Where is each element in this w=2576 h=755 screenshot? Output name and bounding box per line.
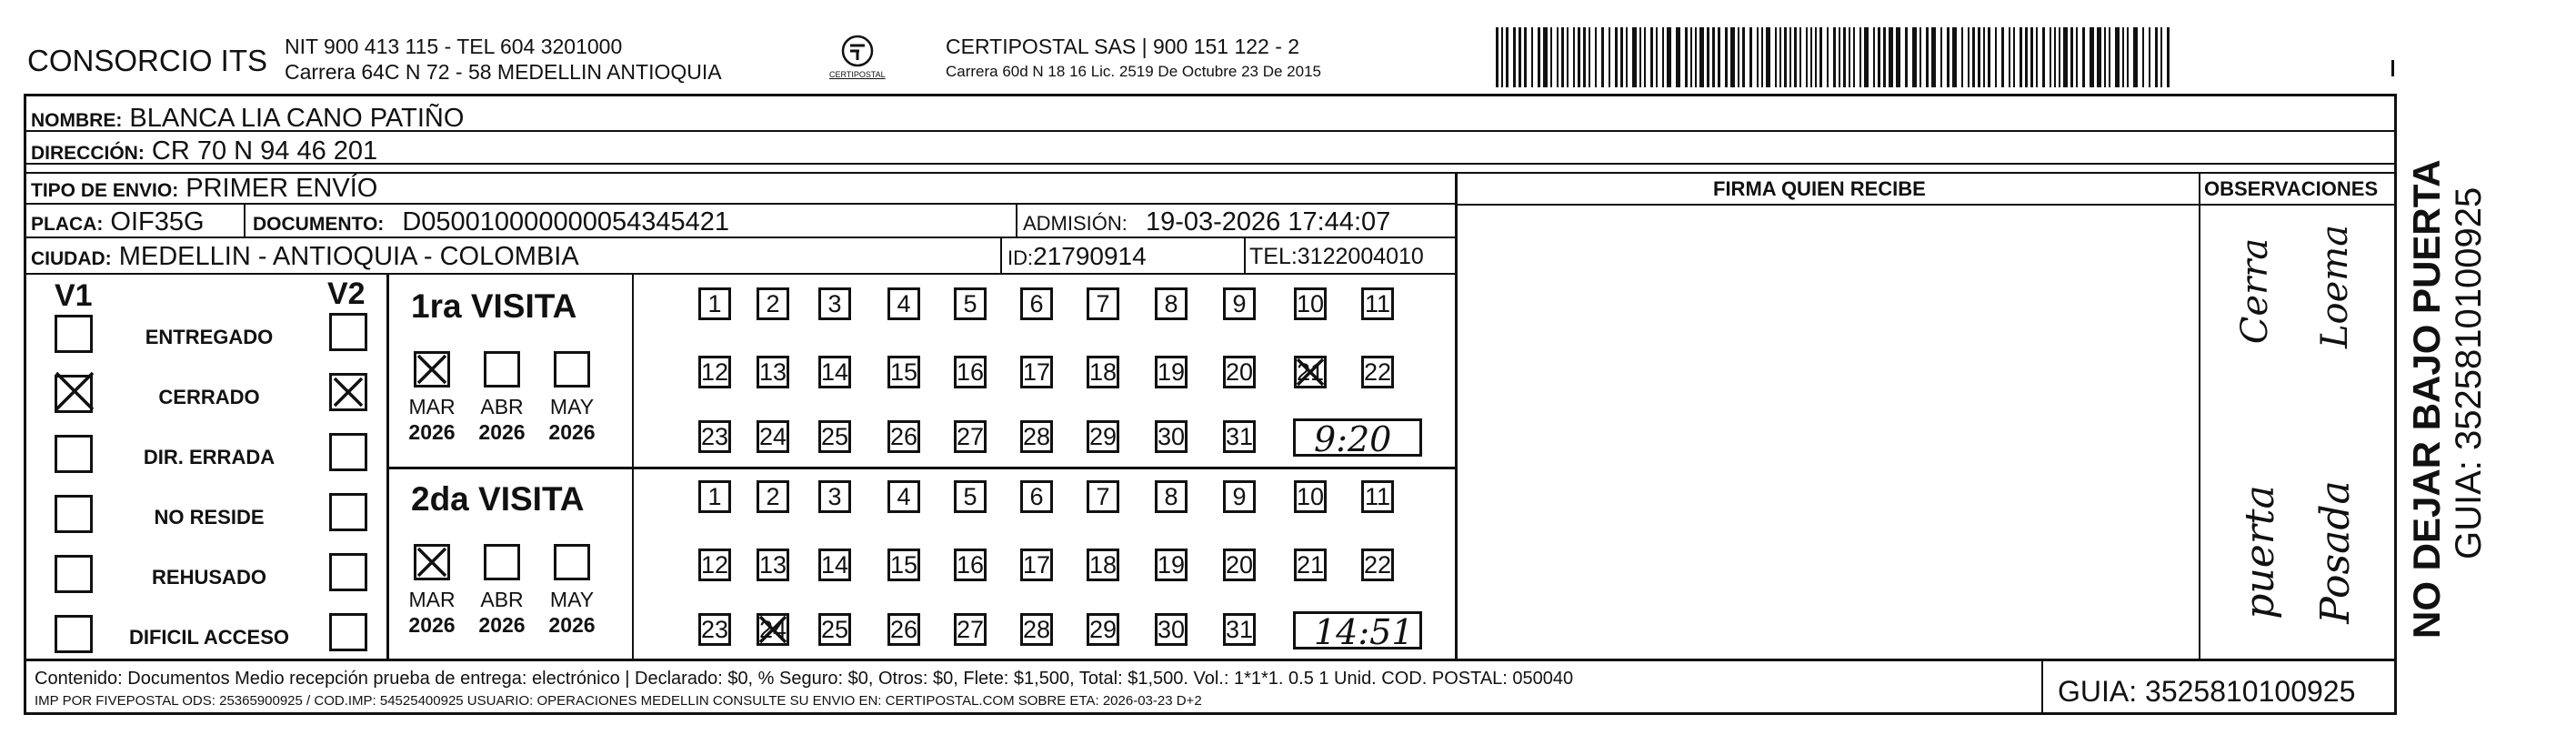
day-box[interactable]: 13 [757,549,789,581]
barcode-bar [1794,27,1797,87]
day-box[interactable]: 1 [698,287,731,320]
year-label: 2026 [548,613,596,637]
barcode-bar [2133,27,2138,87]
visit-title: 1ra VISITA [411,287,577,325]
barcode-bar [1707,27,1709,87]
footer-guia: GUIA: 3525810100925 [2058,675,2356,708]
nombre-value: BLANCA LIA CANO PATIÑO [129,104,465,133]
day-box[interactable]: 1 [698,480,731,513]
day-box[interactable]: 19 [1155,549,1188,581]
barcode-bar [1988,27,1990,87]
barcode-bar [1896,27,1900,87]
day-box[interactable]: 20 [1223,549,1256,581]
day-box[interactable]: 25 [818,420,851,453]
status-label: DIR. ERRADA [143,446,276,468]
id-label: ID: [1007,247,1034,269]
id-value: 21790914 [1033,242,1147,270]
tel-label: TEL: [1249,244,1298,269]
day-box[interactable]: 23 [698,420,731,453]
barcode-bar [1784,27,1787,87]
v2-checkbox[interactable] [329,613,367,651]
day-box[interactable]: 18 [1087,356,1119,388]
barcode-bar [1561,27,1564,87]
barcode-bar [1685,27,1688,87]
placa-value: OIF35G [110,207,205,237]
status-label: REHUSADO [152,566,266,589]
company-address: Carrera 64C N 72 - 58 MEDELLIN ANTIOQUIA [285,60,722,84]
barcode-bar [1725,27,1728,87]
corner-mark [2391,60,2394,76]
barcode-bar [2155,27,2158,87]
firma-header: FIRMA QUIEN RECIBE [1713,177,1926,200]
certipostal-line1: CERTIPOSTAL SAS | 900 151 122 - 2 [946,35,1300,58]
barcode-bar [2082,27,2085,87]
month-label: MAY [549,395,595,418]
barcode-bar [1843,27,1846,87]
day-box[interactable]: 12 [698,549,731,581]
v1-checkbox[interactable] [55,495,93,533]
v2-checkbox[interactable] [329,493,367,531]
day-box[interactable]: 17 [1020,549,1053,581]
barcode-bar [1931,27,1936,87]
barcode-bar [1912,27,1917,87]
day-box[interactable]: 24 [757,420,789,453]
barcode-bar [2097,27,2101,87]
day-box[interactable]: 31 [1223,613,1256,646]
barcode-bar [1695,27,1697,87]
barcode-bar [2050,27,2051,87]
day-box[interactable]: 31 [1223,420,1256,453]
v2-checkbox[interactable] [329,433,367,471]
day-box[interactable]: 7 [1087,480,1119,513]
barcode-bar [1626,27,1628,87]
barcode-bar [1524,27,1527,87]
day-box[interactable]: 7 [1087,287,1119,320]
day-box[interactable]: 18 [1087,549,1119,581]
day-box[interactable]: 28 [1020,613,1053,646]
day-box[interactable]: 23 [698,613,731,646]
day-box[interactable]: 27 [954,613,987,646]
barcode-bar [1810,27,1812,87]
visit-time: 9:20 [1314,419,1392,459]
logo-icon [817,33,898,87]
tipo-label: TIPO DE ENVIO: [31,180,179,201]
x-mark-icon [757,613,789,646]
v2-checkbox[interactable] [329,553,367,591]
barcode-bar [1815,27,1817,87]
day-box[interactable]: 10 [1294,287,1327,320]
barcode-bar [1595,27,1597,87]
visit-time: 14:51 [1314,612,1414,652]
barcode-bar [1506,27,1509,87]
barcode-bar [2054,27,2056,87]
barcode-bar [1644,27,1646,87]
barcode-bar [1883,27,1886,87]
barcode-bar [1849,27,1850,87]
barcode-bar [1699,27,1704,87]
day-box[interactable]: 14 [818,549,851,581]
barcode-bar [1615,27,1618,87]
side-guia: GUIA: 3525810100925 [2449,186,2489,559]
frame-right [2394,94,2397,715]
day-box[interactable]: 4 [887,480,920,513]
v1-label: V1 [55,278,93,313]
month-checkbox[interactable] [484,351,520,388]
barcode-bar [1961,27,1963,87]
barcode-bar [1742,27,1745,87]
barcode-bar [1873,27,1875,87]
v1-checkbox[interactable] [55,435,93,473]
barcode-bar [2042,27,2045,87]
barcode-bar [1757,27,1759,87]
barcode-bar [2142,27,2144,87]
barcode-bar [1550,27,1552,87]
barcode-bar [1761,27,1763,87]
barcode-bar [1940,27,1942,87]
x-mark-icon [415,352,449,387]
year-label: 2026 [408,613,456,637]
day-box[interactable]: 8 [1155,287,1188,320]
barcode [1496,27,2173,89]
observation-note-1: Cerra Loema [2234,224,2357,349]
barcode-bar [1827,27,1829,87]
day-box[interactable]: 2 [757,480,789,513]
day-box[interactable]: 15 [887,549,920,581]
barcode-bar [1799,27,1801,87]
barcode-bar [1833,27,1836,87]
day-box[interactable]: 22 [1361,356,1394,388]
day-box[interactable]: 14 [818,356,851,388]
month-checkbox[interactable] [554,351,590,388]
day-box[interactable]: 17 [1020,356,1053,388]
day-box[interactable]: 13 [757,356,789,388]
barcode-bar [2030,27,2033,87]
barcode-bar [1749,27,1752,87]
barcode-bar [1806,27,1808,87]
barcode-bar [1859,27,1861,87]
barcode-bar [1926,27,1929,87]
day-box[interactable]: 22 [1361,549,1394,581]
v1-checkbox[interactable] [55,615,93,653]
visit-title: 2da VISITA [411,480,585,518]
placa-label: PLACA: [31,214,104,235]
day-box[interactable]: 15 [887,356,920,388]
x-mark-icon [53,369,96,413]
observation-note-2: puerta Posada [2236,480,2359,624]
visit-time-box[interactable] [1293,611,1422,652]
barcode-bar [1919,27,1921,87]
barcode-bar [1601,27,1604,87]
barcode-bar [1639,27,1641,87]
nombre-label: NOMBRE: [31,110,123,131]
day-box[interactable]: 30 [1155,420,1188,453]
barcode-bar [2149,27,2150,87]
barcode-bar [1978,27,1980,87]
barcode-bar [1589,27,1590,87]
barcode-bar [1632,27,1637,87]
tipo-value: PRIMER ENVÍO [185,174,378,203]
barcode-bar [1819,27,1822,87]
day-box[interactable]: 26 [887,420,920,453]
direccion-label: DIRECCIÓN: [31,143,145,164]
direccion-value: CR 70 N 94 46 201 [151,136,378,166]
barcode-bar [2070,27,2073,87]
day-box[interactable]: 16 [954,356,987,388]
day-box[interactable]: 21 [1294,356,1327,388]
status-label: ENTREGADO [145,326,274,348]
barcode-bar [1667,27,1671,87]
barcode-bar [1656,27,1658,87]
barcode-bar [1730,27,1735,87]
barcode-bar [1983,27,1985,87]
day-box[interactable]: 2 [757,287,789,320]
company-name: CONSORCIO ITS [27,44,268,77]
barcode-bar [1513,27,1516,87]
day-box[interactable]: 29 [1087,613,1119,646]
documento-value: D050010000000054345421 [402,207,729,237]
day-box[interactable]: 27 [954,420,987,453]
status-label: NO RESIDE [154,506,265,528]
barcode-bar [1676,27,1680,87]
day-box[interactable]: 10 [1294,480,1327,513]
month-label: ABR [480,588,524,611]
day-box[interactable]: 3 [818,480,851,513]
day-box[interactable]: 9 [1223,480,1256,513]
status-label: DIFICIL ACCESO [128,626,290,649]
day-box[interactable]: 24 [757,613,789,646]
barcode-bar [1496,27,1498,87]
day-box[interactable]: 9 [1223,287,1256,320]
x-mark-icon [331,375,366,409]
day-box[interactable]: 6 [1020,287,1053,320]
barcode-bar [2104,27,2106,87]
barcode-bar [1501,27,1503,87]
documento-label: DOCUMENTO: [253,214,385,235]
barcode-bar [1968,27,1970,87]
barcode-bar [1905,27,1908,87]
year-label: 2026 [478,613,526,637]
observaciones-header: OBSERVACIONES [2204,177,2379,200]
barcode-bar [2036,27,2038,87]
barcode-bar [1538,27,1540,87]
barcode-bar [1690,27,1692,87]
ciudad-value: MEDELLIN - ANTIOQUIA - COLOMBIA [118,242,579,271]
barcode-bar [1775,27,1777,87]
day-box[interactable]: 19 [1155,356,1188,388]
barcode-bar [1766,27,1770,87]
tel-value: 3122004010 [1297,244,1424,269]
barcode-bar [1738,27,1739,87]
barcode-bar [1952,27,1957,87]
barcode-bar [1543,27,1548,87]
barcode-bar [1620,27,1623,87]
barcode-bar [2167,27,2170,87]
barcode-bar [2063,27,2068,87]
barcode-bar [1712,27,1715,87]
month-label: MAR [408,395,456,418]
barcode-bar [1995,27,1997,87]
frame-left [24,94,26,715]
barcode-bar [1567,27,1569,87]
barcode-bar [2160,27,2162,87]
barcode-bar [1557,27,1559,87]
admision-value: 19-03-2026 17:44:07 [1145,207,1391,237]
barcode-bar [2013,27,2015,87]
ciudad-label: CIUDAD: [31,248,112,269]
barcode-bar [2059,27,2060,87]
barcode-bar [2115,27,2120,87]
day-box[interactable]: 21 [1294,549,1327,581]
barcode-bar [1889,27,1893,87]
month-label: MAY [549,588,595,611]
month-label: ABR [480,395,524,418]
visit-time-box[interactable] [1293,418,1422,457]
barcode-bar [2076,27,2078,87]
day-box[interactable]: 28 [1020,420,1053,453]
day-box[interactable]: 11 [1361,480,1394,513]
v2-checkbox[interactable] [329,313,367,351]
barcode-bar [1583,27,1586,87]
barcode-bar [2009,27,2010,87]
footer-imp: IMP POR FIVEPOSTAL ODS: 25365900925 / COD.IMP: 54525400925 USUARIO: OPERACIONES MEDELLIN CONSULTE SU ENVIO EN: CERTIPOSTAL.COM SOBRE ETA: 2026-03-23 D+2 [35,693,1202,709]
day-box[interactable]: 25 [818,613,851,646]
barcode-bar [2025,27,2028,87]
day-box[interactable]: 30 [1155,613,1188,646]
x-mark-icon [1294,356,1327,388]
barcode-bar [2109,27,2110,87]
company-nit-tel: NIT 900 413 115 - TEL 604 3201000 [285,35,623,58]
side-title: NO DEJAR BAJO PUERTA [2405,159,2448,639]
month-label: MAR [408,588,456,611]
barcode-bar [1531,27,1533,87]
frame-top [24,94,2397,96]
barcode-bar [2090,27,2094,87]
barcode-bar [2122,27,2124,87]
day-box[interactable]: 3 [818,287,851,320]
year-label: 2026 [408,420,456,444]
day-box[interactable]: 12 [698,356,731,388]
barcode-bar [1650,27,1653,87]
status-label: CERRADO [158,386,260,408]
day-box[interactable]: 8 [1155,480,1188,513]
barcode-bar [1609,27,1610,87]
v1-checkbox[interactable] [55,315,93,353]
barcode-bar [1578,27,1580,87]
barcode-bar [1972,27,1975,87]
barcode-bar [1779,27,1781,87]
day-box[interactable]: 5 [954,480,987,513]
day-box[interactable]: 5 [954,287,987,320]
barcode-bar [2127,27,2129,87]
month-checkbox[interactable] [484,544,520,580]
certipostal-logo: CERTIPOSTAL [817,33,898,87]
month-checkbox[interactable] [554,544,590,580]
day-box[interactable]: 11 [1361,287,1394,320]
barcode-bar [1662,27,1664,87]
barcode-bar [1573,27,1575,87]
barcode-bar [1519,27,1521,87]
day-box[interactable]: 4 [887,287,920,320]
day-box[interactable]: 29 [1087,420,1119,453]
x-mark-icon [415,545,449,579]
barcode-bar [2020,27,2022,87]
barcode-bar [1789,27,1791,87]
barcode-bar [2001,27,2004,87]
admision-label: ADMISIÓN: [1023,212,1128,235]
day-box[interactable]: 6 [1020,480,1053,513]
v1-checkbox[interactable] [55,555,93,593]
barcode-bar [1718,27,1720,87]
barcode-bar [1839,27,1840,87]
barcode-bar [1947,27,1950,87]
certipostal-line2: Carrera 60d N 18 16 Lic. 2519 De Octubre 23 De 2015 [946,63,1321,80]
day-box[interactable]: 16 [954,549,987,581]
year-label: 2026 [548,420,596,444]
barcode-bar [1853,27,1855,87]
barcode-bar [1878,27,1880,87]
day-box[interactable]: 20 [1223,356,1256,388]
year-label: 2026 [478,420,526,444]
v2-label: V2 [327,277,366,311]
day-box[interactable]: 26 [887,613,920,646]
footer-contenido: Contenido: Documentos Medio recepción prueba de entrega: electrónico | Declarado: $0, % Seguro: $0, Otros: $0, Flete: $1,500, Total: $1,500. Vol.: 1*1*1. 0.5 1 Unid. COD. POSTAL: 050040 [35,669,1574,689]
barcode-bar [1864,27,1869,87]
